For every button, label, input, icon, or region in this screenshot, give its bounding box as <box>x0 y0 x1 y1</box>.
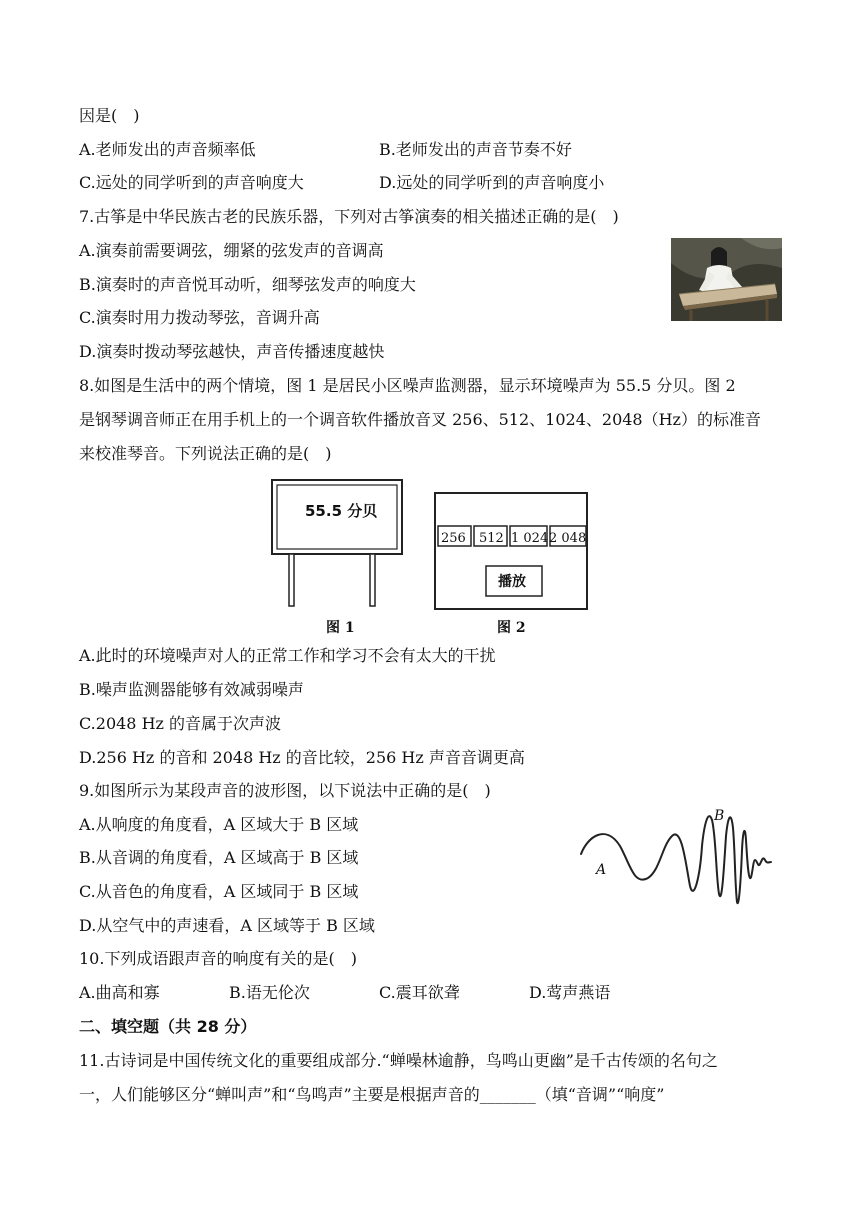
sound-waveform-figure <box>578 806 784 914</box>
q8-option-d: D.256 Hz 的音和 2048 Hz 的音比较，256 Hz 声音音调更高 <box>79 748 525 767</box>
play-button: 播放 <box>498 574 526 590</box>
q8-stem-line1: 8.如图是生活中的两个情境，图 1 是居民小区噪声监测器，显示环境噪声为 55.5 分贝。图 2 <box>79 376 736 395</box>
q10-option-b: B.语无伦次 <box>229 983 310 1002</box>
q11-line2: 一，人们能够区分“蝉叫声”和“鸟鸣声”主要是根据声音的_______（填“音调”“响度” <box>79 1085 665 1104</box>
q10-option-d: D.莺声燕语 <box>529 983 611 1002</box>
q9-option-c: C.从音色的角度看，A 区域同于 B 区域 <box>79 882 359 901</box>
q8-stem-line3: 来校准琴音。下列说法正确的是( ) <box>79 444 332 463</box>
figure-2-tuning-app <box>434 492 588 610</box>
q7-option-a: A.演奏前需要调弦，绷紧的弦发声的音调高 <box>79 241 384 260</box>
figure-1-noise-monitor <box>270 478 404 608</box>
tuning-key-256: 256 <box>441 531 466 546</box>
q8-option-a: A.此时的环境噪声对人的正常工作和学习不会有太大的干扰 <box>79 646 496 665</box>
q10-stem: 10.下列成语跟声音的响度有关的是( ) <box>79 949 357 968</box>
figure-2-caption: 图 2 <box>497 620 526 636</box>
q6-option-c: C.远处的同学听到的声音响度大 <box>79 173 304 192</box>
q9-option-b: B.从音调的角度看，A 区域高于 B 区域 <box>79 848 359 867</box>
q9-stem: 9.如图所示为某段声音的波形图，以下说法中正确的是( ) <box>79 781 491 800</box>
tuning-key-1024: 1 024 <box>511 531 549 546</box>
q10-option-c: C.震耳欲聋 <box>379 983 460 1002</box>
q6-option-d: D.远处的同学听到的声音响度小 <box>379 173 605 192</box>
guzheng-photo-art <box>671 238 782 321</box>
q11-line1: 11.古诗词是中国传统文化的重要组成部分.“蝉噪林逾静，鸟鸣山更幽”是千古传颂的名句之 <box>79 1051 718 1070</box>
q9-option-a: A.从响度的角度看，A 区域大于 B 区域 <box>79 815 359 834</box>
q6-tail: 因是( ) <box>79 106 140 125</box>
q8-option-c: C.2048 Hz 的音属于次声波 <box>79 714 282 733</box>
section-2-heading: 二、填空题（共 28 分） <box>79 1017 257 1036</box>
q10-option-a: A.曲高和寡 <box>79 983 160 1002</box>
noise-monitor-display: 55.5 分贝 <box>305 502 378 520</box>
q9-option-d: D.从空气中的声速看，A 区域等于 B 区域 <box>79 916 375 935</box>
q6-option-a: A.老师发出的声音频率低 <box>79 140 256 159</box>
q8-stem-line2: 是钢琴调音师正在用手机上的一个调音软件播放音叉 256、512、1024、2048（Hz）的标准音 <box>79 410 761 429</box>
q7-stem: 7.古筝是中华民族古老的民族乐器，下列对古筝演奏的相关描述正确的是( ) <box>79 207 619 226</box>
figure-1-caption: 图 1 <box>326 620 355 636</box>
tuning-key-512: 512 <box>479 531 504 546</box>
q7-option-d: D.演奏时拨动琴弦越快，声音传播速度越快 <box>79 342 385 361</box>
q6-option-b: B.老师发出的声音节奏不好 <box>379 140 572 159</box>
waveform-label-a: A <box>596 862 607 878</box>
waveform-label-b: B <box>714 808 725 824</box>
guzheng-photo <box>671 238 782 321</box>
q8-option-b: B.噪声监测器能够有效减弱噪声 <box>79 680 304 699</box>
q7-option-c: C.演奏时用力拨动琴弦，音调升高 <box>79 308 320 327</box>
tuning-key-2048: 2 048 <box>549 531 587 546</box>
q7-option-b: B.演奏时的声音悦耳动听，细琴弦发声的响度大 <box>79 275 416 294</box>
